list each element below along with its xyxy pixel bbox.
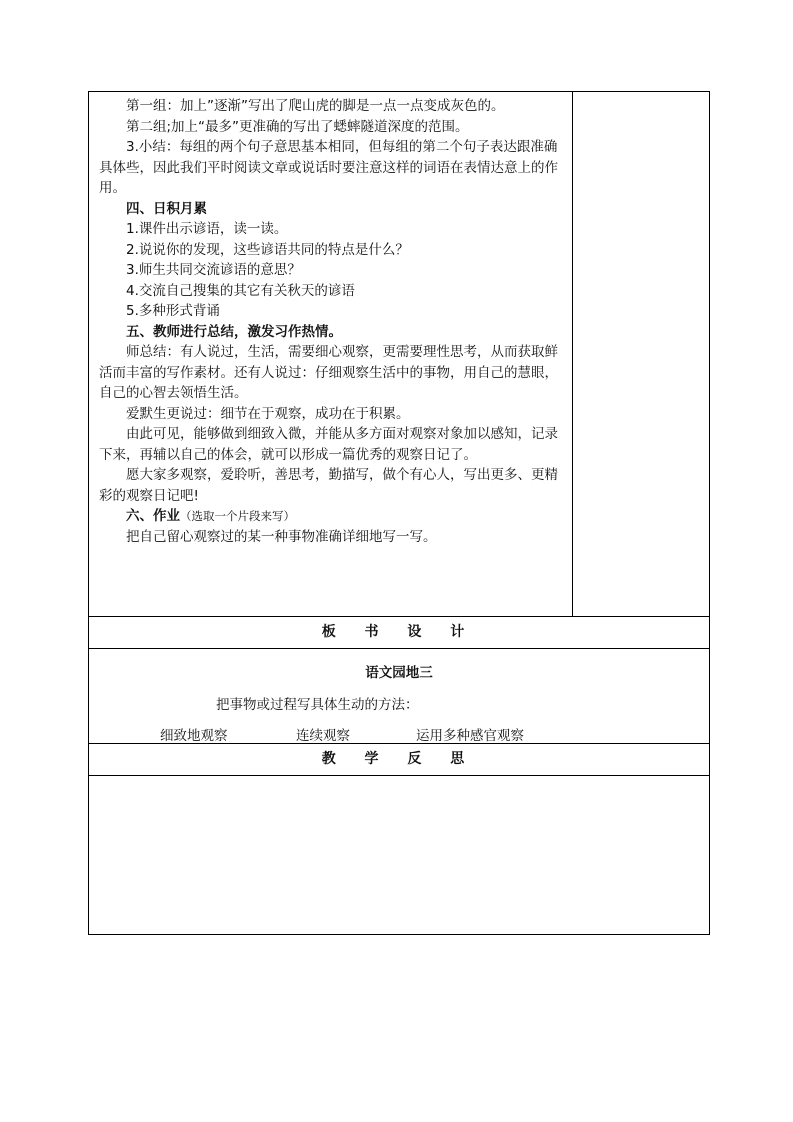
lesson-paragraph: 4.交流自己搜集的其它有关秋天的谚语 <box>126 282 355 299</box>
homework-note: （选取一个片段来写） <box>180 509 295 523</box>
lesson-paragraph: 第一组：加上”逐渐”写出了爬山虎的脚是一点一点变成灰色的。 <box>126 98 505 114</box>
lesson-paragraph: 1.课件出示谚语，读一读。 <box>126 221 288 237</box>
section-heading: 五、教师进行总结，激发习作热情。 <box>126 323 342 340</box>
lesson-paragraph: 3.师生共同交流谚语的意思？ <box>126 262 301 278</box>
lesson-paragraph: 5.多种形式背诵 <box>126 303 220 319</box>
board-heading-row <box>89 617 710 649</box>
section-heading: 四、日积月累 <box>126 200 207 217</box>
board-subtitle: 把事物或过程写具体生动的方法： <box>216 697 419 713</box>
homework-task: 把自己留心观察过的某一种事物准确详细地写一写。 <box>126 528 437 545</box>
lesson-plan-sheet <box>88 91 707 935</box>
board-method-2: 连续观察 <box>296 728 350 744</box>
homework-heading: 六、作业 <box>126 508 180 524</box>
board-design-row <box>89 649 710 744</box>
board-method-1: 细致地观察 <box>160 728 228 744</box>
reflection-cell <box>89 776 710 935</box>
lesson-paragraph: 3.小结：每组的两个句子意思基本相同，但每组的第二个句子表达跟准确具体些，因此我们平时阅读文章或说话时要注意这样的词语在表情达意上的作用。 <box>99 139 558 196</box>
board-method-3: 运用多种感官观察 <box>416 728 524 744</box>
reflection-heading-row <box>89 744 710 776</box>
board-title: 语文园地三 <box>365 665 433 681</box>
lesson-paragraph: 2.说说你的发现，这些谚语共同的特点是什么？ <box>126 241 409 258</box>
content-cell <box>89 92 573 617</box>
lesson-paragraph: 第二组;加上“最多”更准确的写出了蟋蟀隧道深度的范围。 <box>126 118 469 135</box>
reflection-row <box>89 776 710 935</box>
content-row <box>89 92 710 617</box>
lesson-paragraph: 师总结：有人说过，生活，需要细心观察，更需要理性思考，从而获取鲜活而丰富的写作素材。还有人说过：仔细观察生活中的事物，用自己的慧眼，自己的心智去领悟生活。 <box>99 344 558 401</box>
notes-cell <box>573 92 710 617</box>
board-design-cell <box>89 649 710 744</box>
lesson-paragraph: 爱默生更说过：细节在于观察，成功在于积累。 <box>126 405 410 422</box>
lesson-content <box>89 92 572 616</box>
lesson-plan-table <box>88 91 710 935</box>
homework-heading-line <box>99 506 564 527</box>
reflection-heading: 教 学 反 思 <box>89 744 710 776</box>
lesson-paragraph: 由此可见，能够做到细致入微，并能从多方面对观察对象加以感知，记录下来，再辅以自己的体会，就可以形成一篇优秀的观察日记了。 <box>99 426 558 463</box>
lesson-paragraph: 愿大家多观察，爱聆听，善思考，勤描写，做个有心人，写出更多、更精彩的观察日记吧! <box>99 467 558 504</box>
board-heading: 板 书 设 计 <box>89 617 710 649</box>
